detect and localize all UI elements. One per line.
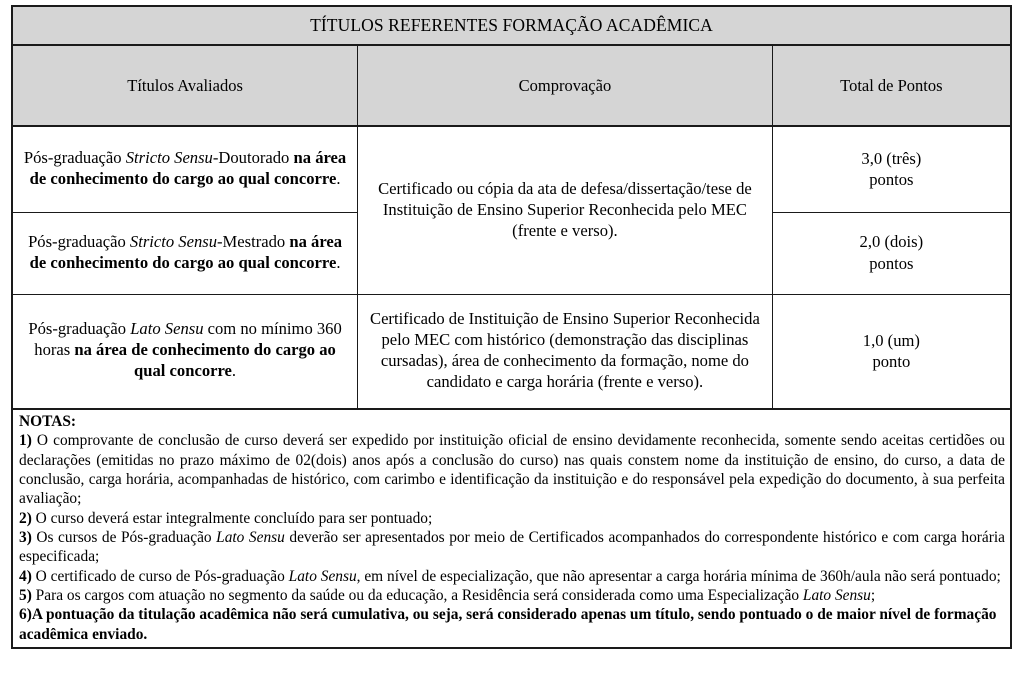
titulo-text-italic: Stricto Sensu: [125, 147, 213, 167]
note-number: 5): [19, 586, 32, 604]
pontos-cell-doutorado: [772, 126, 1011, 212]
table-row: [12, 294, 1011, 409]
note-text: A pontuação da titulação acadêmica não será cumulativa, ou seja, será considerado apenas um título, sendo pontuado o de maior nível de formação acadêmica enviado.: [19, 606, 997, 643]
note-number: 3): [19, 528, 32, 546]
titulo-text-plain-3: .: [336, 168, 341, 188]
titulo-cell-lato-sensu: [12, 294, 358, 409]
note-number: 6): [19, 606, 32, 624]
pontos-value: 1,0 (um): [862, 330, 920, 350]
note-item-3: [19, 528, 1005, 567]
notes-heading: NOTAS:: [19, 413, 77, 430]
pontos-value: 2,0 (dois): [859, 232, 924, 252]
pontos-unit: pontos: [869, 254, 914, 273]
titulo-text-bold: na área de conhecimento do cargo ao qual concorre: [29, 147, 347, 188]
pontos-cell-lato-sensu: [772, 294, 1011, 409]
notes-cell: [12, 409, 1011, 648]
comprovacao-cell-stricto-sensu: Certificado ou cópia da ata de defesa/dissertação/tese de Instituição de Ensino Superior Reconhecida pelo MEC (frente e verso).: [358, 126, 773, 294]
titulo-text-plain-3: .: [336, 252, 341, 272]
note-text-italic: Lato Sensu: [288, 567, 357, 585]
pontos-unit: pontos: [869, 170, 914, 190]
note-text-2: deverão ser apresentados por meio de Certificados acompanhados do correspondente histórico e com carga horária especificada;: [19, 528, 1005, 566]
titulo-text-plain-2: com no mínimo 360 horas: [34, 319, 342, 360]
note-number: 2): [19, 509, 32, 527]
note-number: 1): [19, 432, 32, 450]
note-item-4: [19, 567, 1005, 586]
note-item-2: [19, 509, 1005, 528]
note-item-6: [19, 605, 1005, 644]
note-text: O certificado de curso de Pós-graduação: [31, 567, 289, 585]
titulo-text-plain: Pós-graduação: [28, 231, 130, 251]
note-text: O comprovante de conclusão de curso deverá ser expedido por instituição oficial de ensino devidamente reconhecida, somente sendo aceitas certidões ou declarações (emitidas no prazo máximo de 02(dois) anos após a conclusão do curso) nas quais constem nome da instituição de ensino, do curso, a data de conclusão, carga horária, acompanhadas de histórico, com carimbo e identificação da instituição e do responsável pela expedição do documento, à sua perfeita avaliação;: [19, 432, 1005, 508]
table-title: TÍTULOS REFERENTES FORMAÇÃO ACADÊMICA: [12, 6, 1011, 45]
titulo-cell-doutorado: [12, 126, 358, 212]
titulo-text-plain-3: .: [231, 361, 237, 381]
notes-block: [19, 412, 1005, 644]
academic-titles-table: [11, 5, 1012, 649]
titulo-text-plain-2: -Doutorado: [212, 147, 294, 167]
note-text-italic: Lato Sensu: [802, 586, 871, 604]
note-text-italic: Lato Sensu: [216, 528, 285, 546]
pontos-cell-mestrado: [772, 212, 1011, 294]
note-text-2: ;: [870, 586, 876, 604]
column-header-comprovacao: Comprovação: [358, 45, 773, 126]
pontos-unit: ponto: [872, 352, 911, 372]
titulo-text-plain: Pós-graduação: [28, 319, 131, 339]
titulo-text-bold: na área de conhecimento do cargo ao qual concorre: [74, 340, 336, 381]
titulo-text-plain: Pós-graduação: [23, 147, 126, 167]
titulo-cell-mestrado: [12, 212, 358, 294]
table-row: [12, 126, 1011, 212]
titulo-text-plain-2: -Mestrado: [217, 231, 290, 251]
note-text: Para os cargos com atuação no segmento da saúde ou da educação, a Residência será considerada como uma Especialização: [31, 586, 803, 604]
table-title-row: [12, 6, 1011, 45]
pontos-value: 3,0 (três): [861, 148, 922, 168]
note-item-5: [19, 586, 1005, 605]
table-header-row: [12, 45, 1011, 126]
note-text: Os cursos de Pós-graduação: [31, 528, 217, 546]
column-header-total-de-pontos: Total de Pontos: [772, 45, 1011, 126]
titulo-text-italic: Lato Sensu: [130, 319, 204, 339]
notes-row: [12, 409, 1011, 648]
titulo-text-bold: na área de conhecimento do cargo ao qual concorre: [29, 231, 343, 272]
column-header-titulos-avaliados: Títulos Avaliados: [12, 45, 358, 126]
note-item-1: [19, 431, 1005, 508]
note-text: O curso deverá estar integralmente concluído para ser pontuado;: [31, 509, 433, 527]
titulo-text-italic: Stricto Sensu: [129, 231, 218, 251]
note-number: 4): [19, 567, 32, 585]
note-text-2: , em nível de especialização, que não apresentar a carga horária mínima de 360h/aula não será pontuado;: [356, 567, 1001, 585]
comprovacao-cell-lato-sensu: Certificado de Instituição de Ensino Superior Reconhecida pelo MEC com histórico (demonstração das disciplinas cursadas), área de conhecimento da formação, nome do candidato e carga horária (frente e verso).: [358, 294, 773, 409]
